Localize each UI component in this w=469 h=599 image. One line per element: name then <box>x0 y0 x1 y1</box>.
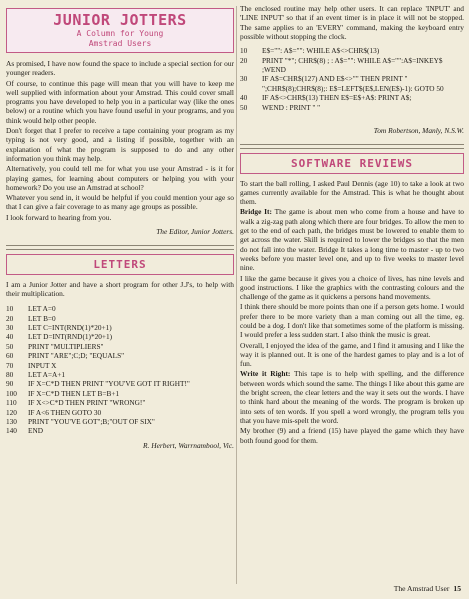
review-title: Bridge It: <box>240 207 272 217</box>
page-number: 15 <box>453 584 461 593</box>
code-line: 40 LET D=INT(RND(1)*20+1) <box>6 332 113 342</box>
code-line: 20 LET B=0 <box>6 313 56 323</box>
intro-paragraph: As promised, I have now found the space to include a special section for our younger readers. <box>6 59 234 78</box>
column-divider <box>236 6 237 584</box>
section-divider <box>240 144 464 149</box>
code-line: 10 E$="": A$="": WHILE A$<>CHR$(13) <box>240 46 380 56</box>
review-bridge-it: Bridge It: The game is about men who come from a house and have to walk a zig-zag path along which there are four bridges. To allow the men to get to the end of each path, the bridges must be lowered to enable them to get across the water. Skill is required to lower the bridges so that the men do not fall into the water. Bridge It takes a long time to master - up to two weeks before you master level one, and up to five weeks to master level nine. <box>240 207 465 273</box>
code-line: 120 IF A<6 THEN GOTO 30 <box>6 407 102 417</box>
intro-paragraph: Of course, to continue this page will mean that you will have to keep me well supplied with information about your Amstrad. This could cover small programs you have developed to help you in a particular way (like the ones below) or a routine which you have found useful in your programs, and you think would help other people. <box>6 78 234 125</box>
section-divider <box>6 245 234 250</box>
review-paragraph: I like the game because it gives you a choice of lives, has nine levels and good instructions. I like the graphics with the contrasting colours and the challenge of the game as it quickens a persons hand movements. <box>240 273 464 302</box>
page-footer <box>394 584 461 593</box>
code-line: 50 PRINT "MULTIPLIERS" <box>6 341 104 351</box>
input-routine-listing <box>240 46 464 112</box>
code-line: 130 PRINT "YOU'VE GOT";B;"OUT OF SIX" <box>6 417 155 427</box>
masthead-title: JUNIOR JOTTERS <box>53 11 187 29</box>
intro-paragraph: Alternatively, you could tell me for what you use your Amstrad - is it for playing games, for learning about computers or helping you with your homework? Do you use an Amstrad at school? <box>6 164 234 192</box>
review-paragraph: Overall, I enjoyed the idea of the game, and I find it amusing and I like the way it is planned out. It is one of the hardest games to play and is a lot of fun. <box>240 340 464 369</box>
review-title: Write it Right: <box>240 369 291 379</box>
code-line: 20 PRINT "*"; CHR$(8) ; : A$="": WHILE A$="":A$=INKEY$ ;WEND <box>240 55 443 74</box>
code-line: 140 END <box>6 426 43 436</box>
code-line: 10 LET A=0 <box>6 304 56 314</box>
review-paragraph: My brother (9) and a friend (15) have played the game which they have both found good for them. <box>240 426 464 445</box>
intro-paragraph: Whatever you send in, it would be helpful if you could mention your age so that I can give a fair coverage to as many age groups as possible. <box>6 193 234 212</box>
code-line: 30 LET C=INT(RND(1)*20+1) <box>6 322 112 332</box>
left-column <box>6 4 234 458</box>
intro-paragraph: I look forward to hearing from you. <box>6 212 112 222</box>
code-line: 100 IF X=C*D THEN LET B=B+1 <box>6 388 120 398</box>
routine-signature: Tom Robertson, Manly, N.S.W. <box>373 126 464 136</box>
masthead-subtitle-1: A Column for Young <box>76 29 164 38</box>
letter-signature: R. Herbert, Warrnambool, Vic. <box>143 440 234 450</box>
code-line: 60 PRINT "ARE";C;D; "EQUALS" <box>6 351 125 361</box>
masthead <box>6 8 234 53</box>
code-line: 70 INPUT X <box>6 360 57 370</box>
code-line: 80 LET A=A+1 <box>6 369 66 379</box>
multiplication-listing <box>6 304 234 436</box>
intro-section <box>6 59 234 237</box>
intro-paragraph: Don't forget that I prefer to receive a tape containing your program as my typing is not very good, and a listing if possible, together with an explanation of what the program is supposed to do and any other information you think may help. <box>6 126 234 163</box>
review-paragraph: I think there should be more points than one if a person gets home. I would prefer there to be more variety than a man coming out all the time, eg. could be a dog. I don't like that sometimes some of the platform is missing. I would prefer a less sudden start. I also think the music is great. <box>240 302 464 340</box>
publication-name: The Amstrad User <box>393 584 450 593</box>
letters-intro: I am a Junior Jotter and have a short program for other J.J's, to help with their multiplication. <box>6 279 234 298</box>
code-line: 110 IF X<>C*D THEN PRINT "WRONG!" <box>6 398 146 408</box>
code-line: 30 IF A$=CHR$(127) AND E$<>"" THEN PRINT " ";CHR$(8);CHR$(8);: E$=LEFT$(E$,LEN(E$)-1): GOTO 50 <box>240 74 444 93</box>
masthead-subtitle-2: Amstrad Users <box>88 38 152 48</box>
reviews-heading: SOFTWARE REVIEWS <box>240 153 464 174</box>
code-line: 90 IF X=C*D THEN PRINT "YOU'VE GOT IT RIGHT!" <box>6 379 190 389</box>
review-write-it-right: Write it Right: This tape is to help with spelling, and the difference between words which sound the same. The things I like about this game are the bright screen, the clear letters and the way it sets out the words. I have to think hard about the meaning of the words. The program is broken up into sets of ten words. If you spell a word wrongly, the program tells you that you have mis-spelt the word. <box>240 369 465 425</box>
right-column <box>240 4 464 446</box>
reviews-intro: To start the ball rolling, I asked Paul Dennis (age 10) to take a look at two games currently available for the Amstrad. This is what he thought about them. <box>240 178 464 207</box>
routine-intro: The enclosed routine may help other users. It can replace 'INPUT' and 'LINE INPUT' so that if an event timer is in place it will not be stopped. The same applies to an 'EVERY' command, making the keyboard entry possible without stopping the clock. <box>240 4 464 41</box>
code-line: 40 IF A$<>CHR$(13) THEN E$=E$+A$: PRINT A$; <box>240 93 412 103</box>
letters-heading: LETTERS <box>6 254 234 275</box>
code-line: 50 WEND : PRINT " " <box>240 102 321 112</box>
editor-signature: The Editor, Junior Jotters. <box>156 227 234 237</box>
